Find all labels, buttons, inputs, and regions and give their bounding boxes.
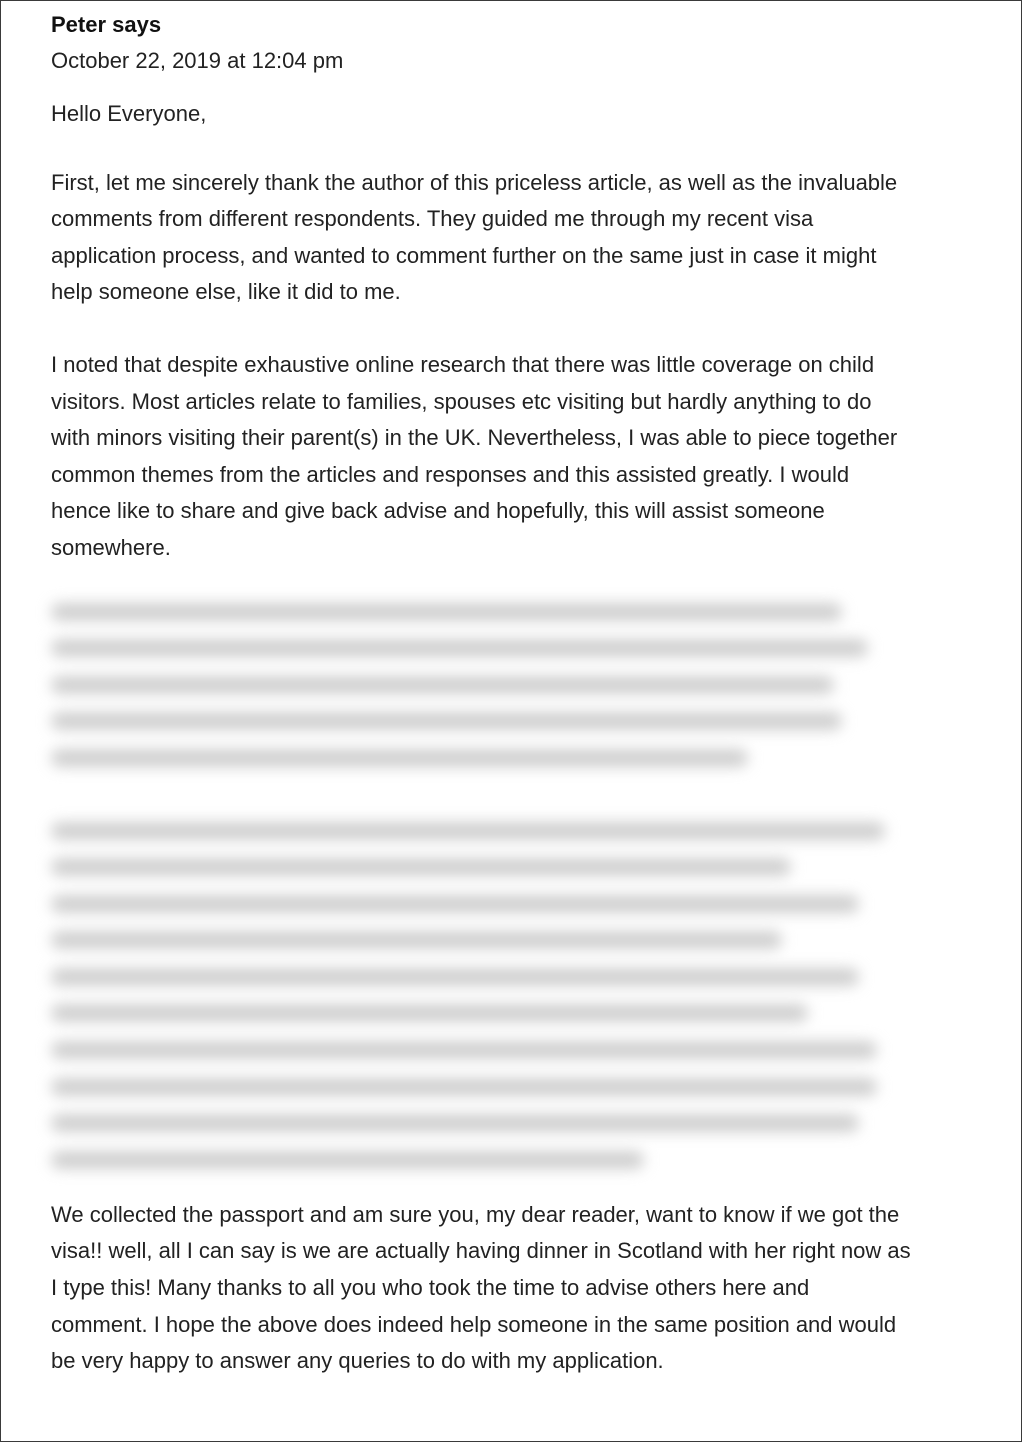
comment-paragraph-2: I noted that despite exhaustive online research that there was little coverage on child visitors. Most articles relate to families, spouses etc visiting but hardly anything to do with minors visiting their parent(s) in the UK. Nevertheless, I was able to piece together common themes from the articles and responses and this assisted greatly. I would hence like to share and give back advise and hopefully, this will assist someone somewhere. bbox=[51, 351, 898, 560]
blurred-text-line bbox=[51, 749, 748, 767]
comment bbox=[51, 8, 911, 1380]
comment-paragraph-final: We collected the passport and am sure you, my dear reader, want to know if we got the visa!! well, all I can say is we are actually having dinner in Scotland with her right now as I type this! Many thanks to all you who took the time to advise others here and comment. I hope the above does indeed help someone in the same position and would be very happy to answer any queries to do with my application. bbox=[51, 1201, 911, 1374]
blurred-text-line bbox=[51, 1078, 877, 1096]
blurred-text-line bbox=[51, 639, 868, 657]
comment-author: Peter says bbox=[51, 12, 162, 37]
blurred-text-line bbox=[51, 1041, 877, 1059]
comment-greeting: Hello Everyone, bbox=[51, 101, 207, 126]
blurred-text-line bbox=[51, 1004, 808, 1022]
blurred-paragraph-2 bbox=[51, 822, 911, 1169]
blurred-text-line bbox=[51, 1151, 644, 1169]
blurred-text-line bbox=[51, 1114, 859, 1132]
blurred-text-line bbox=[51, 712, 842, 730]
blurred-text-line bbox=[51, 676, 834, 694]
blurred-text-line bbox=[51, 822, 885, 840]
blurred-text-line bbox=[51, 931, 782, 949]
blurred-text-line bbox=[51, 968, 859, 986]
comment-paragraph-1: First, let me sincerely thank the author of this priceless article, as well as the invaluable comments from different respondents. They guided me through my recent visa application process, and wanted to comment further on the same just in case it might help someone else, like it did to me. bbox=[51, 169, 898, 305]
blurred-text-line bbox=[51, 858, 791, 876]
blurred-text-line bbox=[51, 603, 842, 621]
blurred-text-line bbox=[51, 895, 859, 913]
comment-date: October 22, 2019 at 12:04 pm bbox=[51, 48, 344, 73]
blurred-paragraph-1 bbox=[51, 603, 911, 767]
